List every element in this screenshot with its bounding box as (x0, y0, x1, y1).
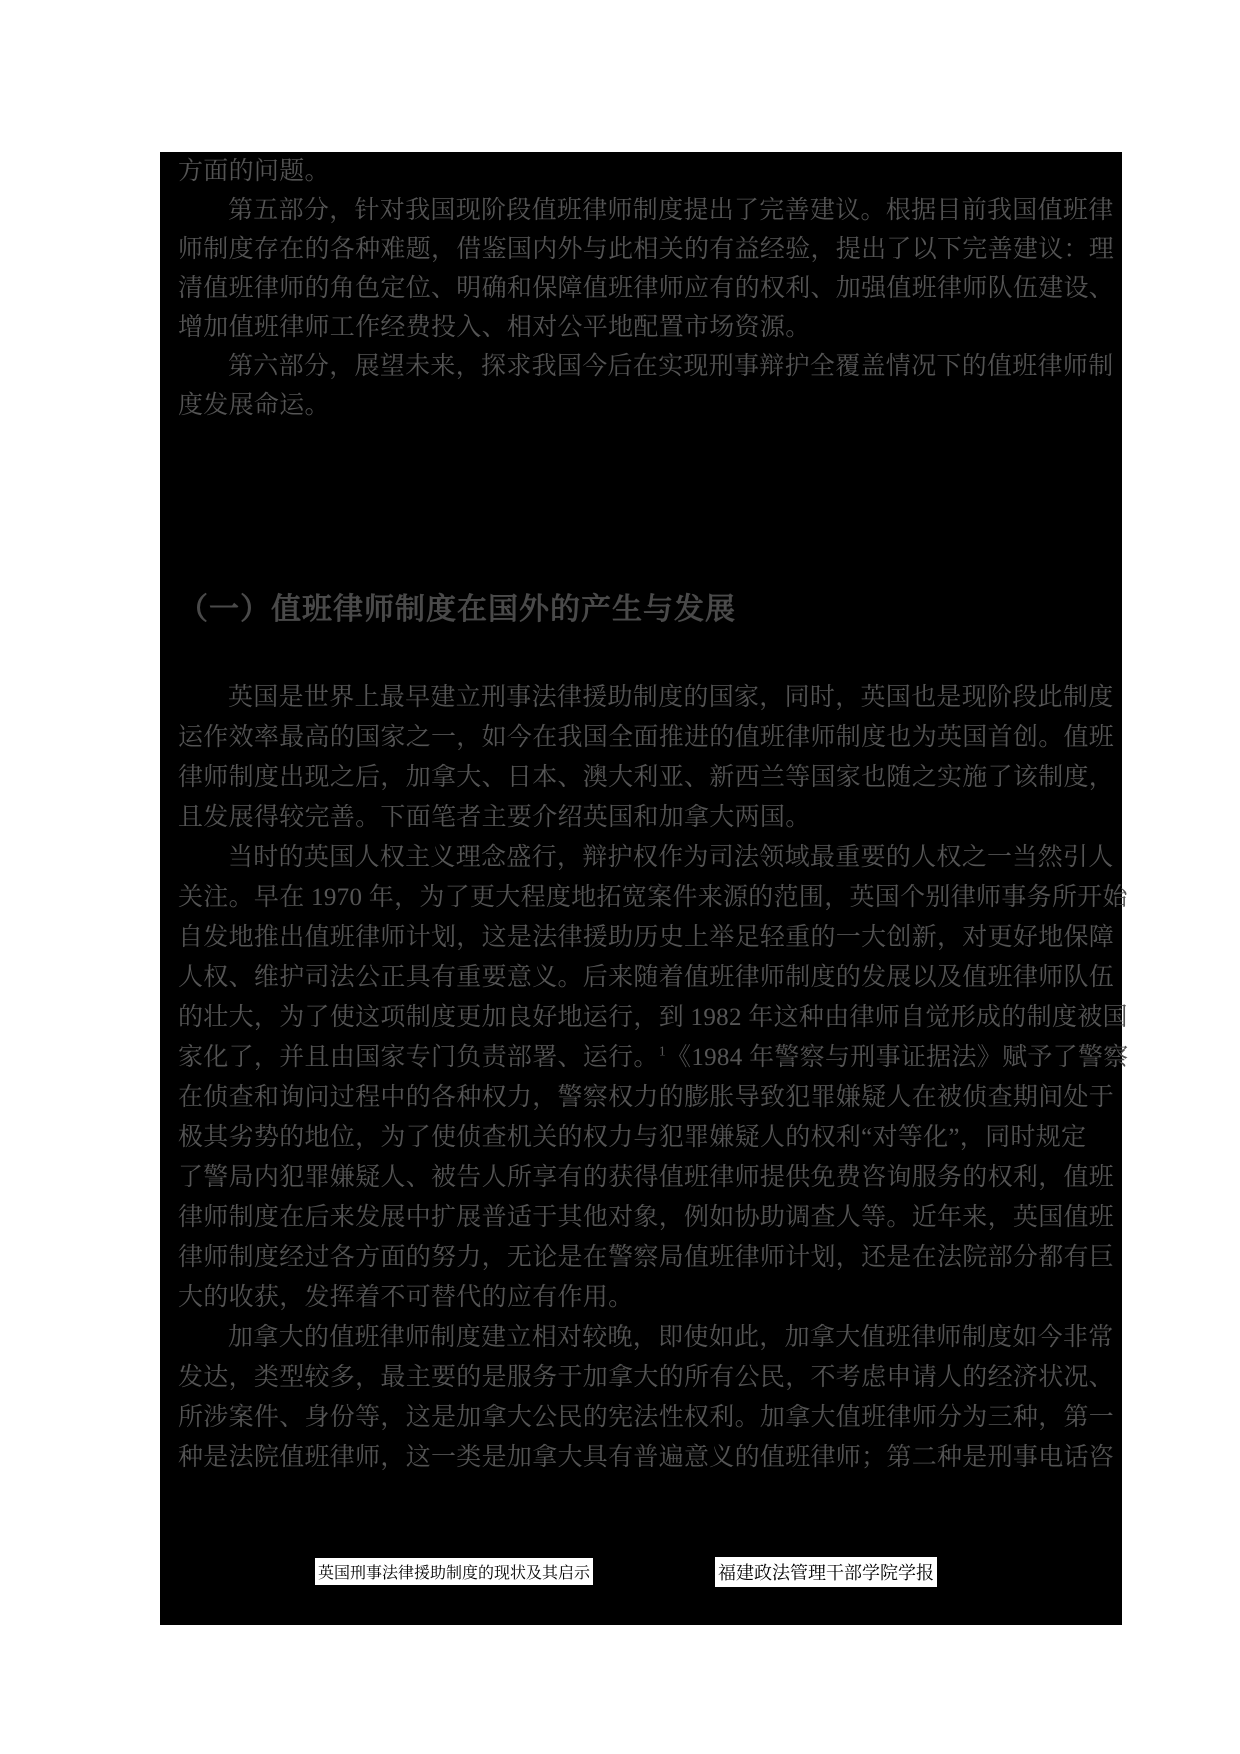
citation-tag-right: 福建政法管理干部学院学报 (715, 1557, 937, 1587)
text-line: 的壮大，为了使这项制度更加良好地运行，到 1982 年这种由律师自觉形成的制度被国 (178, 1004, 1128, 1031)
text-line: 第五部分，针对我国现阶段值班律师制度提出了完善建议。根据目前我国值班律 (228, 197, 1114, 224)
text-line: 自发地推出值班律师计划，这是法律援助历史上举足轻重的一大创新，对更好地保障 (178, 924, 1115, 951)
text-line: 加拿大的值班律师制度建立相对较晚，即使如此，加拿大值班律师制度如今非常 (228, 1324, 1114, 1351)
text-line: 所涉案件、身份等，这是加拿大公民的宪法性权利。加拿大值班律师分为三种，第一 (178, 1404, 1115, 1431)
text-line: 种是法院值班律师，这一类是加拿大具有普遍意义的值班律师；第二种是刑事电话咨 (178, 1444, 1115, 1471)
text-line: 在侦查和询问过程中的各种权力，警察权力的膨胀导致犯罪嫌疑人在被侦查期间处于 (178, 1084, 1115, 1111)
text-line: 当时的英国人权主义理念盛行，辩护权作为司法领域最重要的人权之一当然引人 (228, 844, 1114, 871)
text-line: 大的收获，发挥着不可替代的应有作用。 (178, 1284, 634, 1311)
text-line: 度发展命运。 (178, 392, 330, 419)
document-content-block (160, 152, 1129, 1625)
text-line: 律师制度在后来发展中扩展普适于其他对象，例如协助调查人等。近年来，英国值班 (178, 1204, 1115, 1231)
body-section (178, 678, 1129, 1478)
intro-section (178, 152, 1115, 425)
text-line: 了警局内犯罪嫌疑人、被告人所享有的获得值班律师提供免费咨询服务的权利，值班 (178, 1164, 1115, 1191)
citation-tag-left: 英国刑事法律援助制度的现状及其启示 (315, 1558, 593, 1585)
text-line: 增加值班律师工作经费投入、相对公平地配置市场资源。 (178, 314, 811, 341)
text-line: 且发展得较完善。下面笔者主要介绍英国和加拿大两国。 (178, 804, 811, 831)
text-run: 家化了，并且由国家专门负责部署、运行。 (178, 1044, 659, 1071)
text-line (178, 1038, 1129, 1078)
text-line: 英国是世界上最早建立刑事法律援助制度的国家，同时，英国也是现阶段此制度 (228, 684, 1114, 711)
section-heading: （一）值班律师制度在国外的产生与发展 (178, 593, 736, 626)
text-line: 律师制度经过各方面的努力，无论是在警察局值班律师计划，还是在法院部分都有巨 (178, 1244, 1115, 1271)
text-line: 律师制度出现之后，加拿大、日本、澳大利亚、新西兰等国家也随之实施了该制度， (178, 764, 1115, 791)
text-line: 师制度存在的各种难题，借鉴国内外与此相关的有益经验，提出了以下完善建议：理 (178, 236, 1115, 263)
text-line: 清值班律师的角色定位、明确和保障值班律师应有的权利、加强值班律师队伍建设、 (178, 275, 1115, 302)
text-line: 发达，类型较多，最主要的是服务于加拿大的所有公民，不考虑申请人的经济状况、 (178, 1364, 1115, 1391)
text-line: 人权、维护司法公正具有重要意义。后来随着值班律师制度的发展以及值班律师队伍 (178, 964, 1115, 991)
text-line: 第六部分，展望未来，探求我国今后在实现刑事辩护全覆盖情况下的值班律师制 (228, 353, 1114, 380)
text-run: 《1984 年警察与刑事证据法》赋予了警察 (666, 1044, 1129, 1071)
text-line: 极其劣势的地位，为了使侦查机关的权力与犯罪嫌疑人的权利“对等化”，同时规定 (178, 1124, 1087, 1151)
text-line: 运作效率最高的国家之一，如今在我国全面推进的值班律师制度也为英国首创。值班 (178, 724, 1115, 751)
text-line: 关注。早在 1970 年，为了更大程度地拓宽案件来源的范围，英国个别律师事务所开始 (178, 884, 1128, 911)
footnote-marker: 1 (658, 1044, 667, 1060)
text-line: 方面的问题。 (178, 158, 330, 185)
